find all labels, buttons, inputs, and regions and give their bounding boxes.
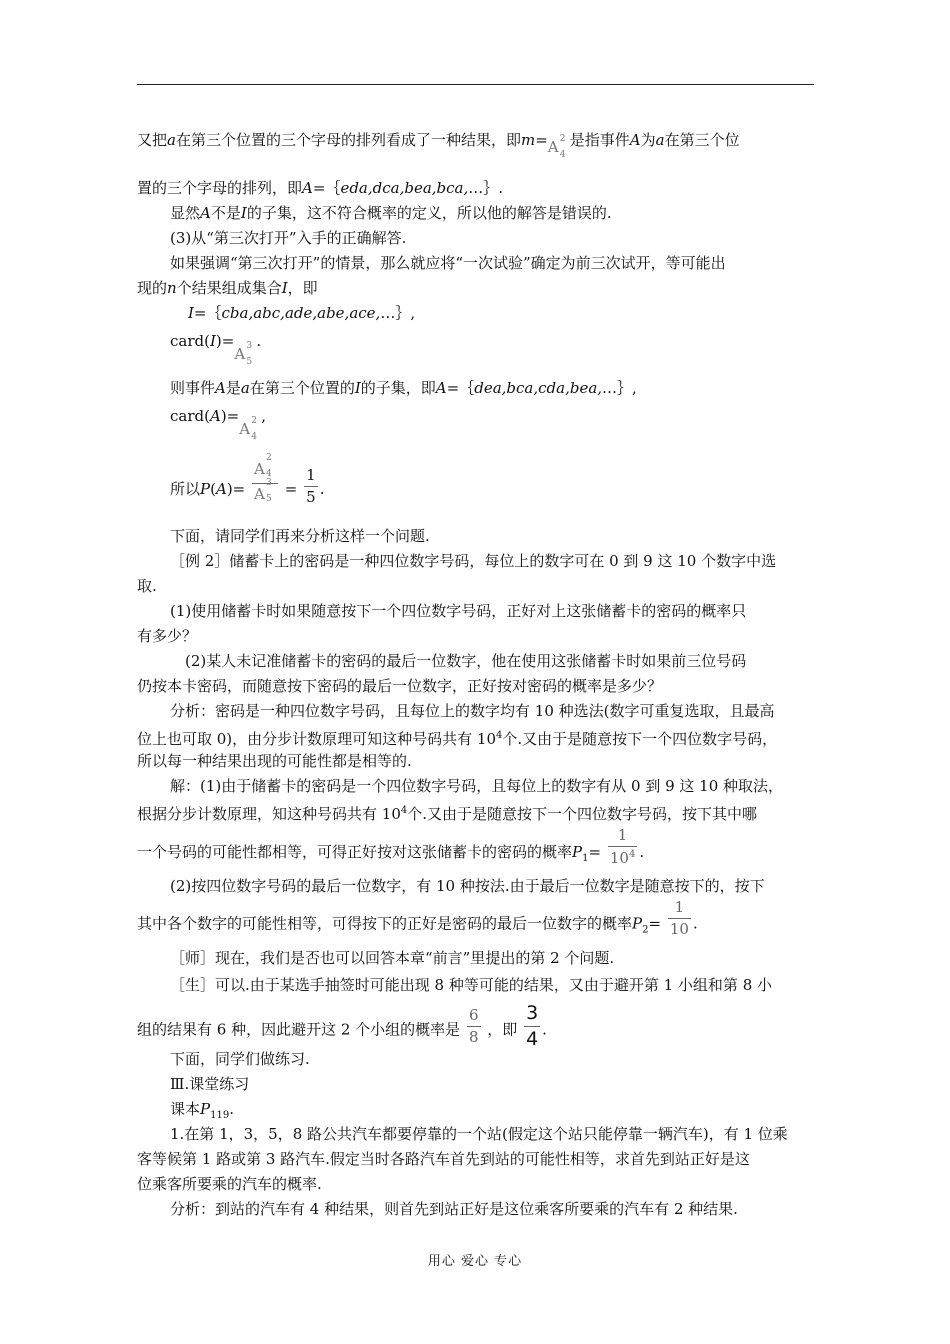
paragraph-line: (2)某人未记准储蓄卡的密码的最后一位数字，他在使用这张储蓄卡时如果前三位号码	[185, 652, 747, 670]
var: A=	[302, 179, 326, 197]
paragraph-line: 分析：密码是一种四位数字号码，且每位上的数字均有 10 种选法(数字可重复选取，且最高	[170, 702, 775, 720]
arrangement-symbol: A 3 5	[234, 341, 253, 367]
paragraph-line: (3)从“第三次打开”入手的正确解答.	[170, 229, 407, 247]
result-fraction: $\frac{1}{5}$	[306, 465, 316, 506]
paragraph-line: I=｛cba,abc,ade,abe,ace,…｝,	[188, 304, 416, 322]
paragraph-line: 解：(1)由于储蓄卡的密码是一个四位数字号码，且每位上的数字有从 0 到 9 这 10 种取法，	[170, 777, 784, 795]
paragraph-line: 客等候第 1 路或第 3 路汽车.假定当时各路汽车首先到站的可能性相等，求首先到站正好是这	[137, 1150, 750, 1168]
var: a	[655, 131, 665, 149]
paragraph-line: 仍按本卡密码，而随意按下密码的最后一位数字，正好按对密码的概率是多少？	[137, 677, 663, 695]
page-footer: 用心 爱心 专心	[427, 1254, 523, 1269]
set-elements: eda,dca,bea,bca,	[340, 179, 469, 197]
paragraph-line	[137, 176, 503, 200]
paragraph-line: 下面，请同学们再来分析这样一个问题.	[170, 527, 430, 545]
paragraph-line: 其中各个数字的可能性相等，可得按下的正好是密码的最后一位数字的概率$P_2=$ $\frac{1}{10}$ .	[137, 898, 698, 938]
paragraph-line: ［例 2］储蓄卡上的密码是一种四位数字号码，每位上的数字可在 0 到 9 这 10 个数字中选	[170, 552, 777, 570]
paragraph-line: 现的n个结果组成集合I，即	[137, 279, 318, 297]
paragraph-line: 下面，同学们做练习.	[170, 1050, 310, 1068]
paragraph-line: 则事件A是a在第三个位置的I的子集，即A=｛dea,bca,cda,bea,…｝,	[170, 379, 637, 397]
paragraph-line: card(I)= A 3 5 .	[170, 332, 262, 367]
paragraph-line: 位乘客所要乘的汽车的概率.	[137, 1175, 322, 1193]
probability-fraction: A 2 4 A 3 5	[252, 460, 278, 508]
paragraph-line: 一个号码的可能性都相等，可得正好按对这张储蓄卡的密码的概率$P_1=$ $\frac{1}{10^4}$ .	[137, 826, 645, 867]
paragraph-line: 位上也可取 0)，由分步计数原理可知这种号码共有 $10^4$个.又由于是随意按下一个四位数字号码，	[137, 730, 778, 748]
probability-fraction-p2: $\frac{1}{10}$	[669, 898, 689, 938]
text: 又把	[137, 131, 168, 149]
paragraph-line: 根据分步计数原理，知这种号码共有 $10^4$个.又由于是随意按下一个四位数字号码，按下其中哪	[137, 805, 758, 823]
text: 置的三个字母的排列，即	[137, 179, 303, 197]
text: 在第三个位	[664, 131, 740, 149]
var: a	[167, 131, 176, 149]
paragraph-line: card(A)= A 2 4 ,	[170, 407, 267, 442]
paragraph-line	[137, 128, 740, 160]
paragraph-line: 分析：到站的汽车有 4 种结果，则首先到站正好是这位乘客所要乘的汽车有 2 种结果.	[170, 1200, 738, 1218]
text: 是指事件	[569, 131, 630, 149]
paragraph-line: ［生］可以.由于某选手抽签时可能出现 8 种等可能的结果，又由于避开第 1 小组和第 8 小	[170, 976, 773, 994]
paragraph-line: ［师］现在，我们是否也可以回答本章“前言”里提出的第 2 个问题.	[170, 949, 615, 967]
arrangement-symbol: A 2 4	[547, 134, 566, 160]
paragraph-line: 组的结果有 6 种，因此避开这 2 个小组的概率是 $\frac{6}{8}$ ，即 $\frac{3}{4}$ .	[137, 1002, 547, 1050]
header-rule	[137, 84, 814, 85]
paragraph-line: (2)按四位数字号码的最后一位数字，有 10 种按法.由于最后一位数字是随意按下的，按下	[170, 877, 765, 895]
text: …｝.	[468, 179, 504, 197]
var: A	[629, 131, 641, 149]
text: 在第三个位置的三个字母的排列看成了一种结果，即	[175, 131, 521, 149]
avoid-fraction: $\frac{6}{8}$	[468, 1006, 479, 1046]
paragraph-line: (1)使用储蓄卡时如果随意按下一个四位数字号码，正好对上这张储蓄卡的密码的概率只	[170, 602, 747, 620]
paragraph-line: 显然A不是I的子集，这不符合概率的定义，所以他的解答是错误的.	[170, 204, 612, 222]
paragraph-line: 有多少？	[137, 627, 198, 645]
paragraph-line: 所以P(A)= A 2 4 A 3 5 = $\frac{1}{5}$ .	[170, 466, 324, 516]
var: m=	[520, 131, 548, 149]
text: ｛	[325, 179, 341, 197]
paragraph-line: 课本$P_{119}$.	[170, 1100, 234, 1121]
paragraph-line: 取.	[137, 577, 157, 595]
paragraph-line: 所以每一种结果出现的可能性都是相等的.	[137, 752, 412, 770]
paragraph-line: 1.在第 1，3，5，8 路公共汽车都要停靠的一个站(假定这个站只能停靠一辆汽车)，有 1 位乘	[170, 1125, 788, 1143]
arrangement-symbol: A 2 4	[239, 416, 257, 442]
text: 为	[640, 131, 656, 149]
simplified-fraction: $\frac{3}{4}$	[526, 1002, 539, 1050]
paragraph-line: 如果强调“第三次打开”的情景，那么就应将“一次试验”确定为前三次试开，等可能出	[170, 254, 726, 272]
probability-fraction-p1: $\frac{1}{10^4}$	[609, 826, 636, 867]
section-heading: Ⅲ.课堂练习	[170, 1075, 250, 1093]
